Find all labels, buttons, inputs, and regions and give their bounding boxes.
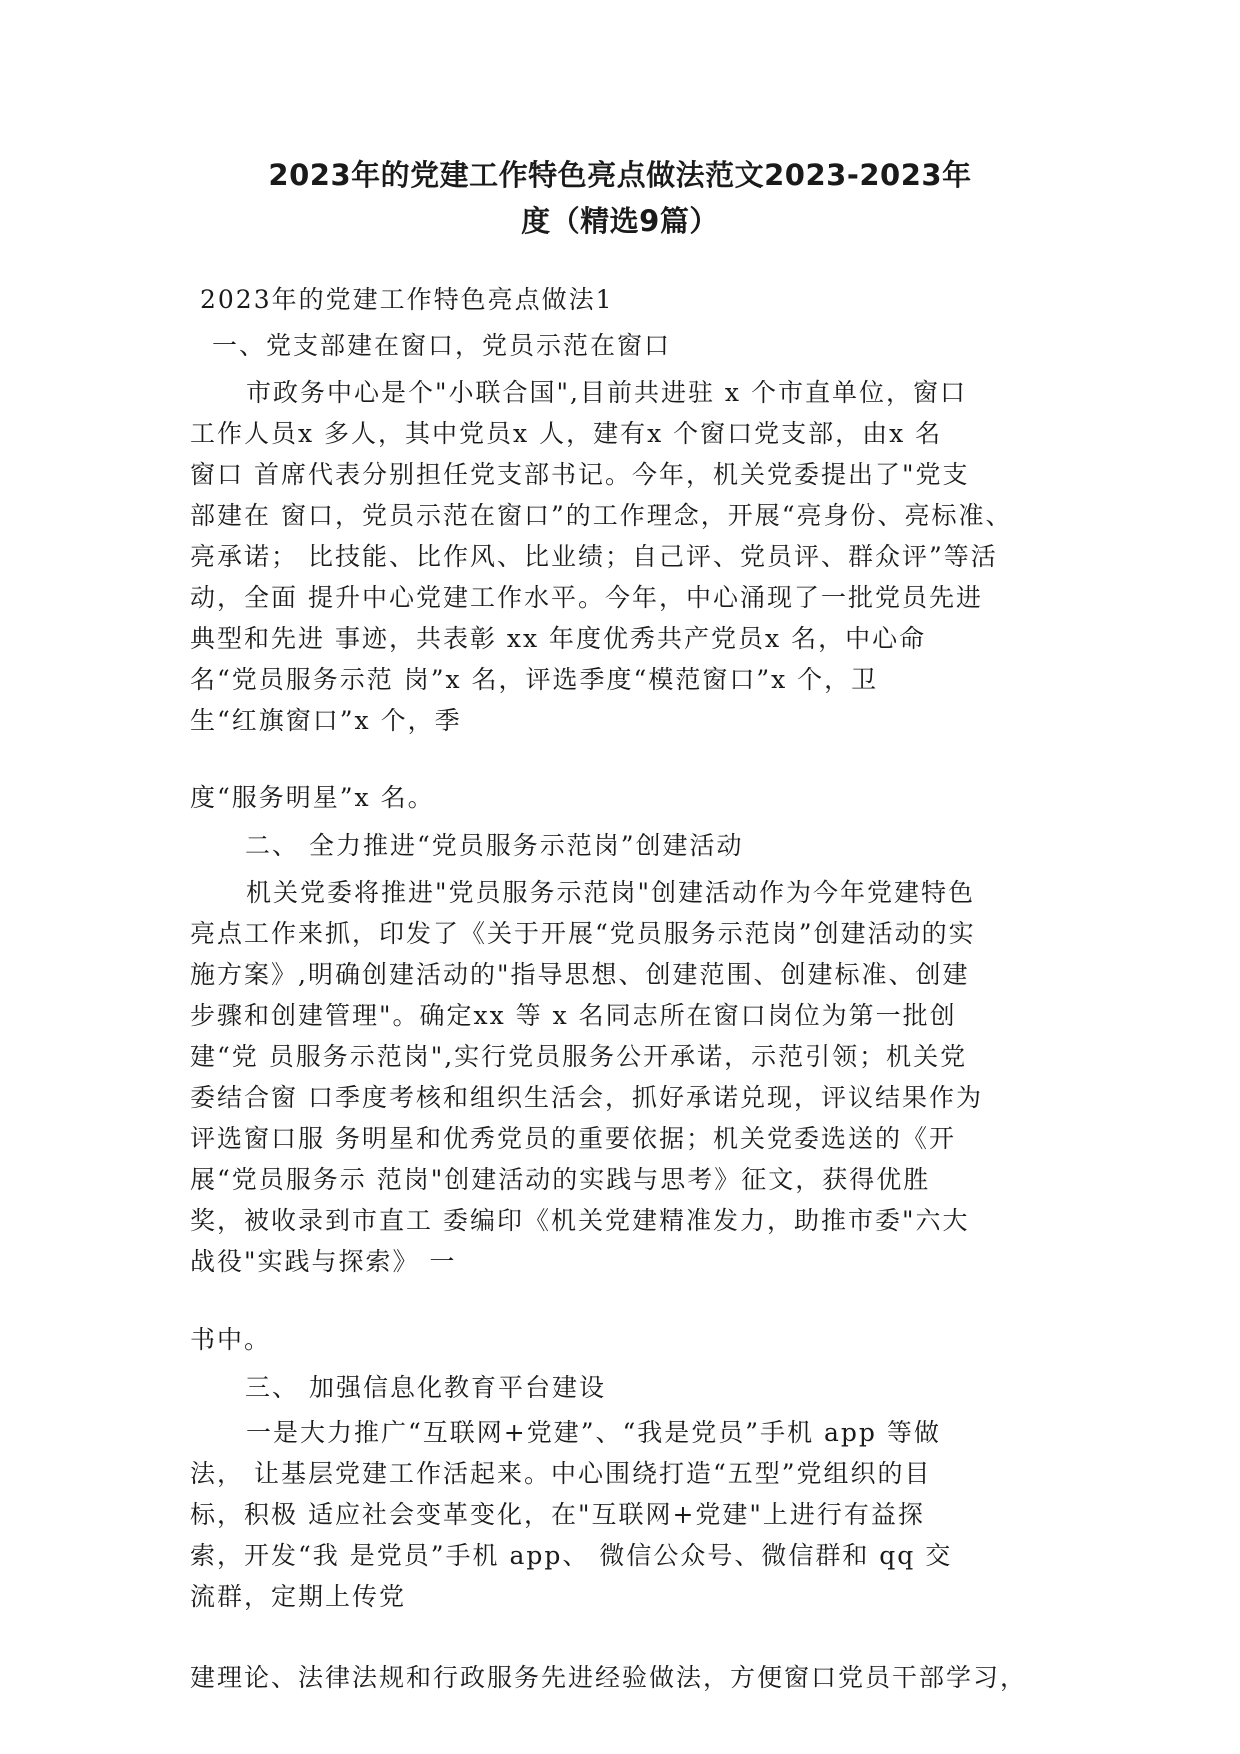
paragraph-line: 奖，被收录到市直工 委编印《机关党建精准发力，助推市委"六大 <box>190 1206 970 1235</box>
paragraph-line: 亮承诺； 比技能、比作风、比业绩；自己评、党员评、群众评”等活 <box>190 542 998 571</box>
paragraph-1 <box>190 372 1070 741</box>
section-heading-3: 三、 加强信息化教育平台建设 <box>245 1373 606 1402</box>
paragraph-line: 机关党委将推进"党员服务示范岗"创建活动作为今年党建特色 <box>246 878 976 907</box>
paragraph-1-tail: 度“服务明星”x 名。 <box>190 783 435 812</box>
paragraph-line: 亮点工作来抓，印发了《关于开展“党员服务示范岗”创建活动的实 <box>190 919 976 948</box>
article-heading: 2023年的党建工作特色亮点做法1 <box>200 285 614 314</box>
document-title <box>150 152 1090 244</box>
paragraph-line: 委结合窗 口季度考核和组织生活会，抓好承诺兑现，评议结果作为 <box>190 1083 983 1112</box>
paragraph-line: 建“党 员服务示范岗",实行党员服务公开承诺，示范引领；机关党 <box>190 1042 968 1071</box>
paragraph-line: 施方案》,明确创建活动的"指导思想、创建范围、创建标准、创建 <box>190 960 970 989</box>
paragraph-line: 生“红旗窗口”x 个，季 <box>190 706 462 735</box>
title-line-1: 2023年的党建工作特色亮点做法范文2023-2023年 <box>268 158 972 192</box>
paragraph-line: 评选窗口服 务明星和优秀党员的重要依据；机关党委选送的《开 <box>190 1124 956 1153</box>
paragraph-line: 市政务中心是个"小联合国",目前共进驻 x 个市直单位，窗口 <box>246 378 967 407</box>
paragraph-line: 展“党员服务示 范岗"创建活动的实践与思考》征文，获得优胜 <box>190 1165 931 1194</box>
paragraph-2 <box>190 872 1070 1282</box>
paragraph-line: 步骤和创建管理"。确定xx 等 x 名同志所在窗口岗位为第一批创 <box>190 1001 957 1030</box>
paragraph-line: 名“党员服务示范 岗”x 名，评选季度“模范窗口”x 个，卫 <box>190 665 879 694</box>
paragraph-line: 流群，定期上传党 <box>190 1582 407 1611</box>
paragraph-line: 典型和先进 事迹，共表彰 xx 年度优秀共产党员x 名，中心命 <box>190 624 927 653</box>
title-line-2: 度（精选9篇） <box>521 204 719 238</box>
paragraph-line: 法， 让基层党建工作活起来。中心围绕打造“五型”党组织的目 <box>190 1459 932 1488</box>
section-heading-1: 一、党支部建在窗口，党员示范在窗口 <box>212 331 672 360</box>
paragraph-line: 标，积极 适应社会变革变化，在"互联网+党建"上进行有益探 <box>190 1500 925 1529</box>
paragraph-line: 战役"实践与探索》 一 <box>190 1247 457 1276</box>
paragraph-line: 部建在 窗口，党员示范在窗口”的工作理念，开展“亮身份、亮标准、 <box>190 501 1013 530</box>
paragraph-3 <box>190 1412 1070 1617</box>
paragraph-line: 索，开发“我 是党员”手机 app、 微信公众号、微信群和 qq 交 <box>190 1541 953 1570</box>
paragraph-2-tail: 书中。 <box>190 1325 272 1354</box>
paragraph-line: 窗口 首席代表分别担任党支部书记。今年，机关党委提出了"党支 <box>190 460 970 489</box>
paragraph-line: 动，全面 提升中心党建工作水平。今年，中心涌现了一批党员先进 <box>190 583 983 612</box>
paragraph-3-tail: 建理论、法律法规和行政服务先进经验做法，方便窗口党员干部学习， <box>190 1663 1028 1692</box>
paragraph-line: 一是大力推广“互联网+党建”、“我是党员”手机 app 等做 <box>246 1418 941 1447</box>
section-heading-2: 二、 全力推进“党员服务示范岗”创建活动 <box>245 831 744 860</box>
paragraph-line: 工作人员x 多人，其中党员x 人，建有x 个窗口党支部，由x 名 <box>190 419 943 448</box>
